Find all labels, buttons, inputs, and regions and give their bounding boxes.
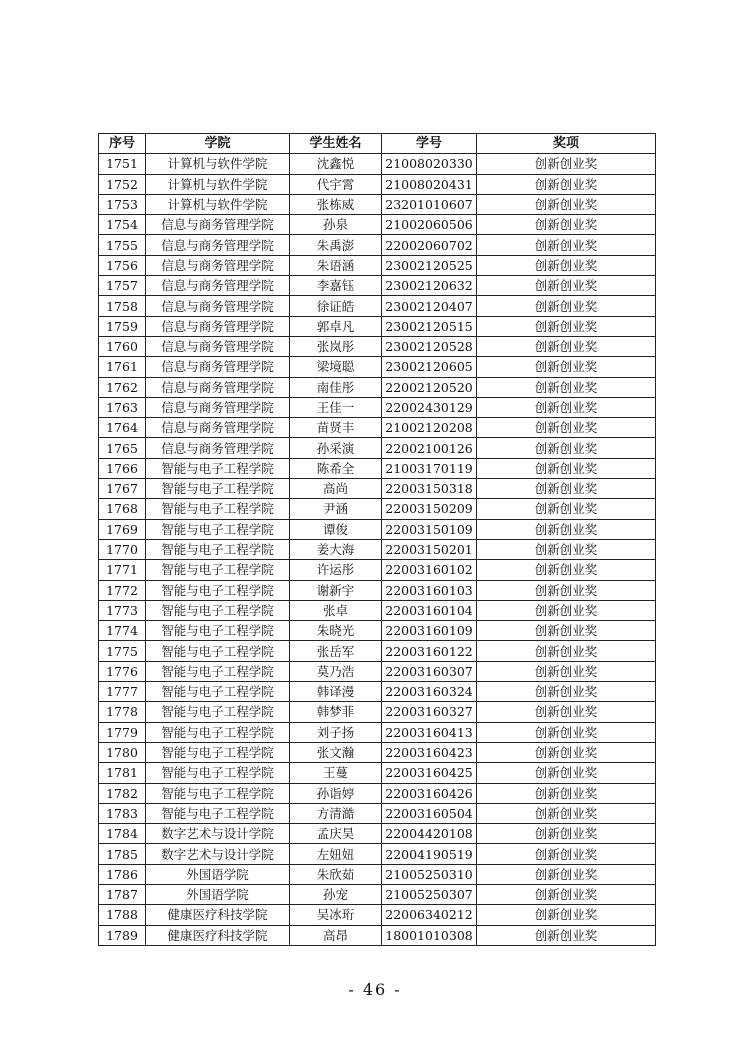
cell-student-name: 张文瀚 (290, 742, 382, 762)
cell-college: 智能与电子工程学院 (146, 458, 290, 478)
table-row (99, 580, 656, 600)
cell-student-id: 22003160307 (382, 661, 477, 681)
cell-college: 智能与电子工程学院 (146, 539, 290, 559)
header-student-id: 学号 (382, 134, 477, 154)
header-award: 奖项 (477, 134, 656, 154)
cell-student-name: 吴冰珩 (290, 905, 382, 925)
cell-college: 智能与电子工程学院 (146, 641, 290, 661)
cell-index: 1789 (99, 925, 146, 945)
award-table (98, 133, 656, 946)
cell-college: 智能与电子工程学院 (146, 803, 290, 823)
cell-award: 创新创业奖 (477, 702, 656, 722)
cell-award: 创新创业奖 (477, 864, 656, 884)
cell-student-id: 23002120525 (382, 255, 477, 275)
cell-college: 计算机与软件学院 (146, 154, 290, 174)
cell-student-name: 谭俊 (290, 519, 382, 539)
cell-college: 外国语学院 (146, 864, 290, 884)
cell-student-name: 孙诣婷 (290, 783, 382, 803)
cell-index: 1774 (99, 621, 146, 641)
cell-award: 创新创业奖 (477, 174, 656, 194)
table-row (99, 479, 656, 499)
table-row (99, 621, 656, 641)
cell-college: 计算机与软件学院 (146, 174, 290, 194)
cell-index: 1758 (99, 296, 146, 316)
cell-student-name: 张栋威 (290, 194, 382, 214)
table-row (99, 377, 656, 397)
cell-award: 创新创业奖 (477, 560, 656, 580)
cell-award: 创新创业奖 (477, 803, 656, 823)
cell-student-id: 22002060702 (382, 235, 477, 255)
cell-student-name: 方清澔 (290, 803, 382, 823)
cell-award: 创新创业奖 (477, 357, 656, 377)
cell-student-id: 21008020330 (382, 154, 477, 174)
cell-index: 1784 (99, 824, 146, 844)
table-row (99, 174, 656, 194)
cell-index: 1782 (99, 783, 146, 803)
cell-award: 创新创业奖 (477, 438, 656, 458)
cell-student-id: 21005250307 (382, 884, 477, 904)
cell-student-name: 莫乃浩 (290, 661, 382, 681)
cell-award: 创新创业奖 (477, 215, 656, 235)
cell-award: 创新创业奖 (477, 905, 656, 925)
cell-college: 信息与商务管理学院 (146, 336, 290, 356)
table-row (99, 803, 656, 823)
cell-index: 1757 (99, 276, 146, 296)
cell-college: 智能与电子工程学院 (146, 763, 290, 783)
cell-index: 1765 (99, 438, 146, 458)
cell-student-name: 刘子扬 (290, 722, 382, 742)
cell-student-id: 22006340212 (382, 905, 477, 925)
cell-college: 信息与商务管理学院 (146, 316, 290, 336)
cell-award: 创新创业奖 (477, 499, 656, 519)
cell-award: 创新创业奖 (477, 336, 656, 356)
cell-index: 1767 (99, 479, 146, 499)
cell-college: 健康医疗科技学院 (146, 925, 290, 945)
cell-award: 创新创业奖 (477, 763, 656, 783)
cell-student-id: 22003160109 (382, 621, 477, 641)
cell-student-id: 22003150209 (382, 499, 477, 519)
cell-college: 智能与电子工程学院 (146, 479, 290, 499)
table-row (99, 682, 656, 702)
cell-student-name: 韩梦菲 (290, 702, 382, 722)
cell-student-name: 高昂 (290, 925, 382, 945)
cell-index: 1766 (99, 458, 146, 478)
cell-college: 外国语学院 (146, 884, 290, 904)
table-row (99, 154, 656, 174)
cell-award: 创新创业奖 (477, 235, 656, 255)
cell-index: 1752 (99, 174, 146, 194)
cell-student-name: 孙宠 (290, 884, 382, 904)
cell-index: 1785 (99, 844, 146, 864)
cell-index: 1761 (99, 357, 146, 377)
table-row (99, 235, 656, 255)
table-row (99, 336, 656, 356)
cell-student-name: 徐证皓 (290, 296, 382, 316)
cell-award: 创新创业奖 (477, 519, 656, 539)
cell-index: 1769 (99, 519, 146, 539)
cell-award: 创新创业奖 (477, 276, 656, 296)
cell-index: 1773 (99, 600, 146, 620)
cell-student-name: 左妞妞 (290, 844, 382, 864)
header-row (99, 134, 656, 154)
table-row (99, 763, 656, 783)
cell-college: 信息与商务管理学院 (146, 276, 290, 296)
cell-student-id: 22004190519 (382, 844, 477, 864)
cell-award: 创新创业奖 (477, 377, 656, 397)
cell-student-name: 王佳一 (290, 397, 382, 417)
header-student-name: 学生姓名 (290, 134, 382, 154)
cell-student-id: 22003160103 (382, 580, 477, 600)
cell-student-id: 23002120632 (382, 276, 477, 296)
table-row (99, 316, 656, 336)
cell-award: 创新创业奖 (477, 397, 656, 417)
cell-college: 智能与电子工程学院 (146, 499, 290, 519)
cell-college: 智能与电子工程学院 (146, 621, 290, 641)
header-college: 学院 (146, 134, 290, 154)
cell-college: 智能与电子工程学院 (146, 702, 290, 722)
table-row (99, 925, 656, 945)
table-row (99, 438, 656, 458)
cell-student-name: 李嘉钰 (290, 276, 382, 296)
cell-index: 1779 (99, 722, 146, 742)
cell-award: 创新创业奖 (477, 255, 656, 275)
cell-student-name: 谢新宇 (290, 580, 382, 600)
cell-college: 信息与商务管理学院 (146, 235, 290, 255)
table-row (99, 864, 656, 884)
table-row (99, 539, 656, 559)
cell-student-name: 陈希全 (290, 458, 382, 478)
cell-index: 1753 (99, 194, 146, 214)
cell-college: 智能与电子工程学院 (146, 783, 290, 803)
table-row (99, 722, 656, 742)
cell-award: 创新创业奖 (477, 539, 656, 559)
table-row (99, 742, 656, 762)
cell-award: 创新创业奖 (477, 925, 656, 945)
cell-college: 计算机与软件学院 (146, 194, 290, 214)
cell-student-id: 21008020431 (382, 174, 477, 194)
cell-student-name: 沈鑫悦 (290, 154, 382, 174)
cell-student-id: 22002100126 (382, 438, 477, 458)
cell-index: 1770 (99, 539, 146, 559)
table-row (99, 600, 656, 620)
cell-award: 创新创业奖 (477, 296, 656, 316)
table-row (99, 276, 656, 296)
cell-college: 信息与商务管理学院 (146, 418, 290, 438)
cell-college: 信息与商务管理学院 (146, 357, 290, 377)
table-row (99, 783, 656, 803)
cell-student-name: 梁境聪 (290, 357, 382, 377)
cell-index: 1755 (99, 235, 146, 255)
cell-award: 创新创业奖 (477, 884, 656, 904)
cell-award: 创新创业奖 (477, 621, 656, 641)
cell-student-name: 南佳彤 (290, 377, 382, 397)
cell-college: 智能与电子工程学院 (146, 600, 290, 620)
table-header (99, 134, 656, 154)
cell-college: 数字艺术与设计学院 (146, 824, 290, 844)
table-row (99, 458, 656, 478)
cell-college: 智能与电子工程学院 (146, 661, 290, 681)
table-body (99, 154, 656, 946)
table-row (99, 844, 656, 864)
cell-student-id: 21003170119 (382, 458, 477, 478)
cell-student-name: 许运彤 (290, 560, 382, 580)
table-row (99, 296, 656, 316)
cell-college: 健康医疗科技学院 (146, 905, 290, 925)
cell-index: 1777 (99, 682, 146, 702)
cell-index: 1775 (99, 641, 146, 661)
cell-college: 智能与电子工程学院 (146, 560, 290, 580)
cell-award: 创新创业奖 (477, 661, 656, 681)
cell-student-name: 王蔓 (290, 763, 382, 783)
cell-student-name: 张岚彤 (290, 336, 382, 356)
cell-student-name: 苗贤丰 (290, 418, 382, 438)
table-row (99, 661, 656, 681)
cell-student-name: 朱语涵 (290, 255, 382, 275)
cell-student-id: 22003160102 (382, 560, 477, 580)
cell-student-name: 姜大海 (290, 539, 382, 559)
cell-student-id: 22003160104 (382, 600, 477, 620)
cell-award: 创新创业奖 (477, 316, 656, 336)
cell-student-id: 22002430129 (382, 397, 477, 417)
cell-student-name: 张卓 (290, 600, 382, 620)
table-row (99, 215, 656, 235)
cell-student-id: 18001010308 (382, 925, 477, 945)
cell-student-id: 21002060506 (382, 215, 477, 235)
cell-student-name: 朱禹澎 (290, 235, 382, 255)
cell-index: 1763 (99, 397, 146, 417)
table-row (99, 824, 656, 844)
table-row (99, 357, 656, 377)
cell-student-id: 22003160423 (382, 742, 477, 762)
cell-student-name: 张岳军 (290, 641, 382, 661)
cell-award: 创新创业奖 (477, 783, 656, 803)
cell-student-id: 22003160413 (382, 722, 477, 742)
cell-student-id: 22003160122 (382, 641, 477, 661)
page-number: - 46 - (348, 980, 402, 999)
cell-award: 创新创业奖 (477, 194, 656, 214)
cell-index: 1754 (99, 215, 146, 235)
table-row (99, 397, 656, 417)
cell-student-id: 22004420108 (382, 824, 477, 844)
cell-college: 信息与商务管理学院 (146, 255, 290, 275)
cell-college: 智能与电子工程学院 (146, 742, 290, 762)
cell-award: 创新创业奖 (477, 580, 656, 600)
cell-index: 1759 (99, 316, 146, 336)
cell-award: 创新创业奖 (477, 154, 656, 174)
cell-award: 创新创业奖 (477, 722, 656, 742)
table-row (99, 905, 656, 925)
cell-student-id: 22003160425 (382, 763, 477, 783)
cell-student-name: 代宇霄 (290, 174, 382, 194)
cell-student-id: 22003150201 (382, 539, 477, 559)
cell-student-id: 21002120208 (382, 418, 477, 438)
cell-student-name: 朱晓光 (290, 621, 382, 641)
table-row (99, 418, 656, 438)
cell-award: 创新创业奖 (477, 682, 656, 702)
table-row (99, 499, 656, 519)
table-row (99, 560, 656, 580)
cell-student-id: 23002120528 (382, 336, 477, 356)
cell-student-name: 朱欣茹 (290, 864, 382, 884)
cell-student-name: 孙泉 (290, 215, 382, 235)
cell-index: 1781 (99, 763, 146, 783)
cell-index: 1772 (99, 580, 146, 600)
cell-award: 创新创业奖 (477, 742, 656, 762)
cell-index: 1776 (99, 661, 146, 681)
cell-student-name: 尹涵 (290, 499, 382, 519)
cell-index: 1751 (99, 154, 146, 174)
table-row (99, 519, 656, 539)
cell-student-name: 郭卓凡 (290, 316, 382, 336)
cell-college: 智能与电子工程学院 (146, 580, 290, 600)
cell-college: 信息与商务管理学院 (146, 438, 290, 458)
cell-award: 创新创业奖 (477, 479, 656, 499)
cell-index: 1756 (99, 255, 146, 275)
cell-student-name: 韩译漫 (290, 682, 382, 702)
cell-index: 1786 (99, 864, 146, 884)
cell-student-id: 22003150318 (382, 479, 477, 499)
cell-index: 1768 (99, 499, 146, 519)
cell-college: 智能与电子工程学院 (146, 722, 290, 742)
cell-college: 信息与商务管理学院 (146, 377, 290, 397)
cell-student-id: 23201010607 (382, 194, 477, 214)
cell-award: 创新创业奖 (477, 641, 656, 661)
cell-index: 1783 (99, 803, 146, 823)
cell-college: 数字艺术与设计学院 (146, 844, 290, 864)
cell-index: 1771 (99, 560, 146, 580)
cell-college: 智能与电子工程学院 (146, 682, 290, 702)
cell-student-id: 23002120605 (382, 357, 477, 377)
cell-student-name: 孙采演 (290, 438, 382, 458)
cell-award: 创新创业奖 (477, 418, 656, 438)
cell-award: 创新创业奖 (477, 824, 656, 844)
table-row (99, 884, 656, 904)
cell-student-id: 23002120407 (382, 296, 477, 316)
cell-college: 信息与商务管理学院 (146, 296, 290, 316)
cell-index: 1788 (99, 905, 146, 925)
cell-college: 信息与商务管理学院 (146, 397, 290, 417)
cell-college: 智能与电子工程学院 (146, 519, 290, 539)
cell-index: 1764 (99, 418, 146, 438)
cell-index: 1762 (99, 377, 146, 397)
cell-student-name: 高尚 (290, 479, 382, 499)
cell-student-id: 22003160504 (382, 803, 477, 823)
cell-award: 创新创业奖 (477, 600, 656, 620)
cell-student-id: 22003160426 (382, 783, 477, 803)
cell-student-id: 22003150109 (382, 519, 477, 539)
cell-index: 1780 (99, 742, 146, 762)
cell-student-name: 孟庆昊 (290, 824, 382, 844)
cell-index: 1787 (99, 884, 146, 904)
table-row (99, 641, 656, 661)
cell-index: 1778 (99, 702, 146, 722)
cell-award: 创新创业奖 (477, 844, 656, 864)
table-row (99, 194, 656, 214)
cell-student-id: 22003160324 (382, 682, 477, 702)
cell-student-id: 23002120515 (382, 316, 477, 336)
header-index: 序号 (99, 134, 146, 154)
cell-student-id: 21005250310 (382, 864, 477, 884)
cell-index: 1760 (99, 336, 146, 356)
cell-student-id: 22002120520 (382, 377, 477, 397)
cell-college: 信息与商务管理学院 (146, 215, 290, 235)
table-row (99, 255, 656, 275)
cell-award: 创新创业奖 (477, 458, 656, 478)
table-row (99, 702, 656, 722)
cell-student-id: 22003160327 (382, 702, 477, 722)
